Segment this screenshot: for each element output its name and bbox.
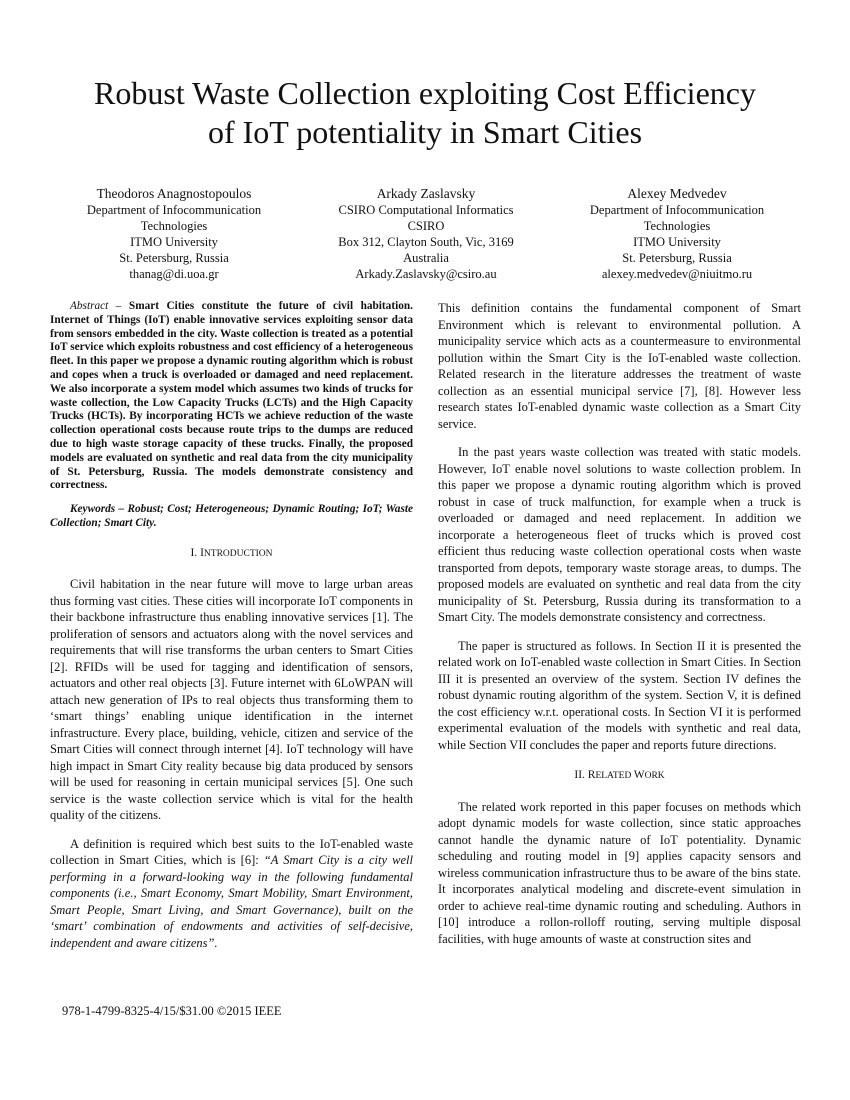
author-affiliation: Technologies — [140, 219, 208, 233]
author-affiliation: ITMO University — [130, 235, 218, 249]
left-column — [50, 300, 413, 951]
author-block-1 — [44, 185, 304, 282]
intro-paragraph-2 — [50, 836, 413, 952]
section-smallcaps: ELATED — [595, 771, 634, 781]
abstract-dash: – — [108, 300, 129, 312]
author-name: Arkady Zaslavsky — [376, 186, 476, 201]
section-numeral: I. I — [190, 546, 204, 559]
author-affiliation: Department of Infocommunication — [86, 203, 262, 217]
paper-title — [40, 74, 810, 152]
author-affiliation: ITMO University — [633, 235, 721, 249]
keywords: Keywords – Robust; Cost; Heterogeneous; Dynamic Routing; IoT; Waste Collection; Smart City. — [50, 503, 413, 529]
author-affiliation: Technologies — [643, 219, 711, 233]
author-affiliation: St. Petersburg, Russia — [622, 251, 732, 265]
right-column — [438, 300, 801, 947]
author-email: Arkady.Zaslavsky@csiro.au — [355, 267, 497, 281]
author-affiliation: Box 312, Clayton South, Vic, 3169 — [338, 235, 514, 249]
section-heading-introduction — [50, 545, 413, 563]
author-affiliation: Australia — [403, 251, 449, 265]
author-email: thanag@di.uoa.gr — [129, 267, 219, 281]
section-heading-related-work — [438, 767, 801, 785]
section-numeral: II. R — [574, 769, 596, 781]
title-line-2: of IoT potentiality in Smart Cities — [207, 114, 643, 150]
section-smallcaps: ORK — [644, 771, 665, 781]
intro-paragraph-1: Civil habitation in the near future will move to large urban areas thus forming vast cities. These cities will incorporate IoT components in their backbone infrastructure thus enabling innovative services [1]. The proliferation of sensors and actuators along with the novel services and requirements that will rise transforms the urban centers to Smart Cities [2]. RFIDs will be used for tagging and identification of sensors, actuators and other real objects [3]. Future internet with 6LoWPAN will attach new generation of IPs to real objects thus transforming them to ‘smart things’ enabling unique identification in the internet infrastructure. Every place, building, vehicle, citizen and service of the Smart Cities will connect through internet [4]. IoT technology will have high impact in Smart City reality because big data produced by sensors will be used for reasoning in certain municipal services [5]. One such service is the waste collection service which is vital for the health quality of the citizens. — [50, 577, 413, 823]
author-affiliation: CSIRO Computational Informatics — [338, 203, 514, 217]
author-block-2 — [296, 185, 556, 282]
section-capital: W — [633, 769, 645, 781]
intro-paragraph-2-lead: A definition is required which best suits to the IoT-enabled waste collection in Smart Cities, which is [6]: — [50, 836, 413, 868]
author-affiliation: Department of Infocommunication — [589, 203, 765, 217]
author-name: Theodoros Anagnostopoulos — [96, 186, 252, 201]
intro-paragraph-3: In the past years waste collection was treated with static models. However, IoT enable novel solutions to waste collection problem. In this paper we propose a dynamic routing algorithm which is proved robust in case of truck malfunction, for example when a truck is overloaded or damaged and need replacement. In addition we incorporate a heterogeneous fleet of trucks which is proved cost efficient thus reducing waste collection operational costs when waste transported from depots, temporary waste storage areas, to dumps. The proposed models are evaluated on synthetic and real data from the city municipality of St. Petersburg, Russia during its transformation to a Smart City. The models demonstrate consistency and correctness. — [438, 445, 801, 624]
author-affiliation: CSIRO — [407, 219, 445, 233]
author-email: alexey.medvedev@niuitmo.ru — [601, 267, 753, 281]
abstract-label: Abstract — [70, 300, 109, 312]
author-affiliation: St. Petersburg, Russia — [119, 251, 229, 265]
author-name: Alexey Medvedev — [627, 186, 727, 201]
title-line-1: Robust Waste Collection exploiting Cost Efficiency — [94, 75, 756, 111]
intro-paragraph-2-continued: This definition contains the fundamental component of Smart Environment which is relevant to environmental pollution. A municipality service which acts as a countermeasure to environmental pollution within the Smart City is the IoT-enabled waste collection. Related research in the literature addresses the treatment of waste collection as an essential municipal service [7], [8]. However less research states IoT-enabled dynamic waste collection as a Smart City service. — [438, 301, 801, 431]
smart-city-definition-quote: “A Smart City is a city well performing in a forward-looking way in the following fundamental components (i.e., Smart Economy, Smart Mobility, Smart Environment, Smart People, Smart Living, and Smart Governance), built on the ‘smart’ combination of endowments and activities of self-decisive, independent and aware citizens”. — [50, 853, 413, 950]
author-block-3 — [547, 185, 807, 282]
abstract-text: Smart Cities constitute the future of civil habitation. Internet of Things (IoT) enable innovative services exploiting sensor data from sensors embedded in the city. Waste collection is treated as a potential IoT service which exploits robustness and cost efficiency of a heterogeneous fleet. In this paper we propose a dynamic routing algorithm which is robust and copes when a truck is overloaded or damaged and need replacement. We also incorporate a system model which assumes two kinds of trucks for waste collection, the Low Capacity Trucks (LCTs) and the High Capacity Trucks (HCTs). By incorporating HCTs we achieve reduction of the waste collection operational costs because route trips to the dumps are reduced due to high waste storage capacity of these trucks. Finally, the proposed models are evaluated on synthetic and real data from the city municipality of St. Petersburg, Russia. The models demonstrate consistency and correctness. — [50, 300, 413, 492]
related-paragraph-1: The related work reported in this paper focuses on methods which adopt dynamic models for waste collection, since static approaches cannot handle the dynamic nature of IoT potentiality. Dynamic scheduling and routing model in [9] applies capacity sensors and wireless communication infrastructure thus to be aware of the bins state. It incorporates analytical modeling and discrete-event simulation in order to achieve real-time dynamic routing and scheduling. Authors in [10] introduce a rollon-rolloff routing, serving multiple disposal facilities, with huge amounts of waste at construction sites and — [438, 799, 801, 946]
intro-paragraph-4: The paper is structured as follows. In Section II it is presented the related work on IoT-enabled waste collection in Smart Cities. In Section III it is presented an overview of the system. Section IV defines the robust dynamic routing algorithm of the system. Section V, it is defined the cost efficiency w.r.t. operational costs. In Section VI it is performed experimental evaluation of the models with synthetic and real data, while Section VII concludes the paper and reports future directions. — [438, 638, 801, 752]
abstract — [50, 300, 413, 493]
copyright-footer: 978-1-4799-8325-4/15/$31.00 ©2015 IEEE — [62, 1004, 282, 1018]
section-smallcaps: NTRODUCTION — [203, 548, 273, 559]
